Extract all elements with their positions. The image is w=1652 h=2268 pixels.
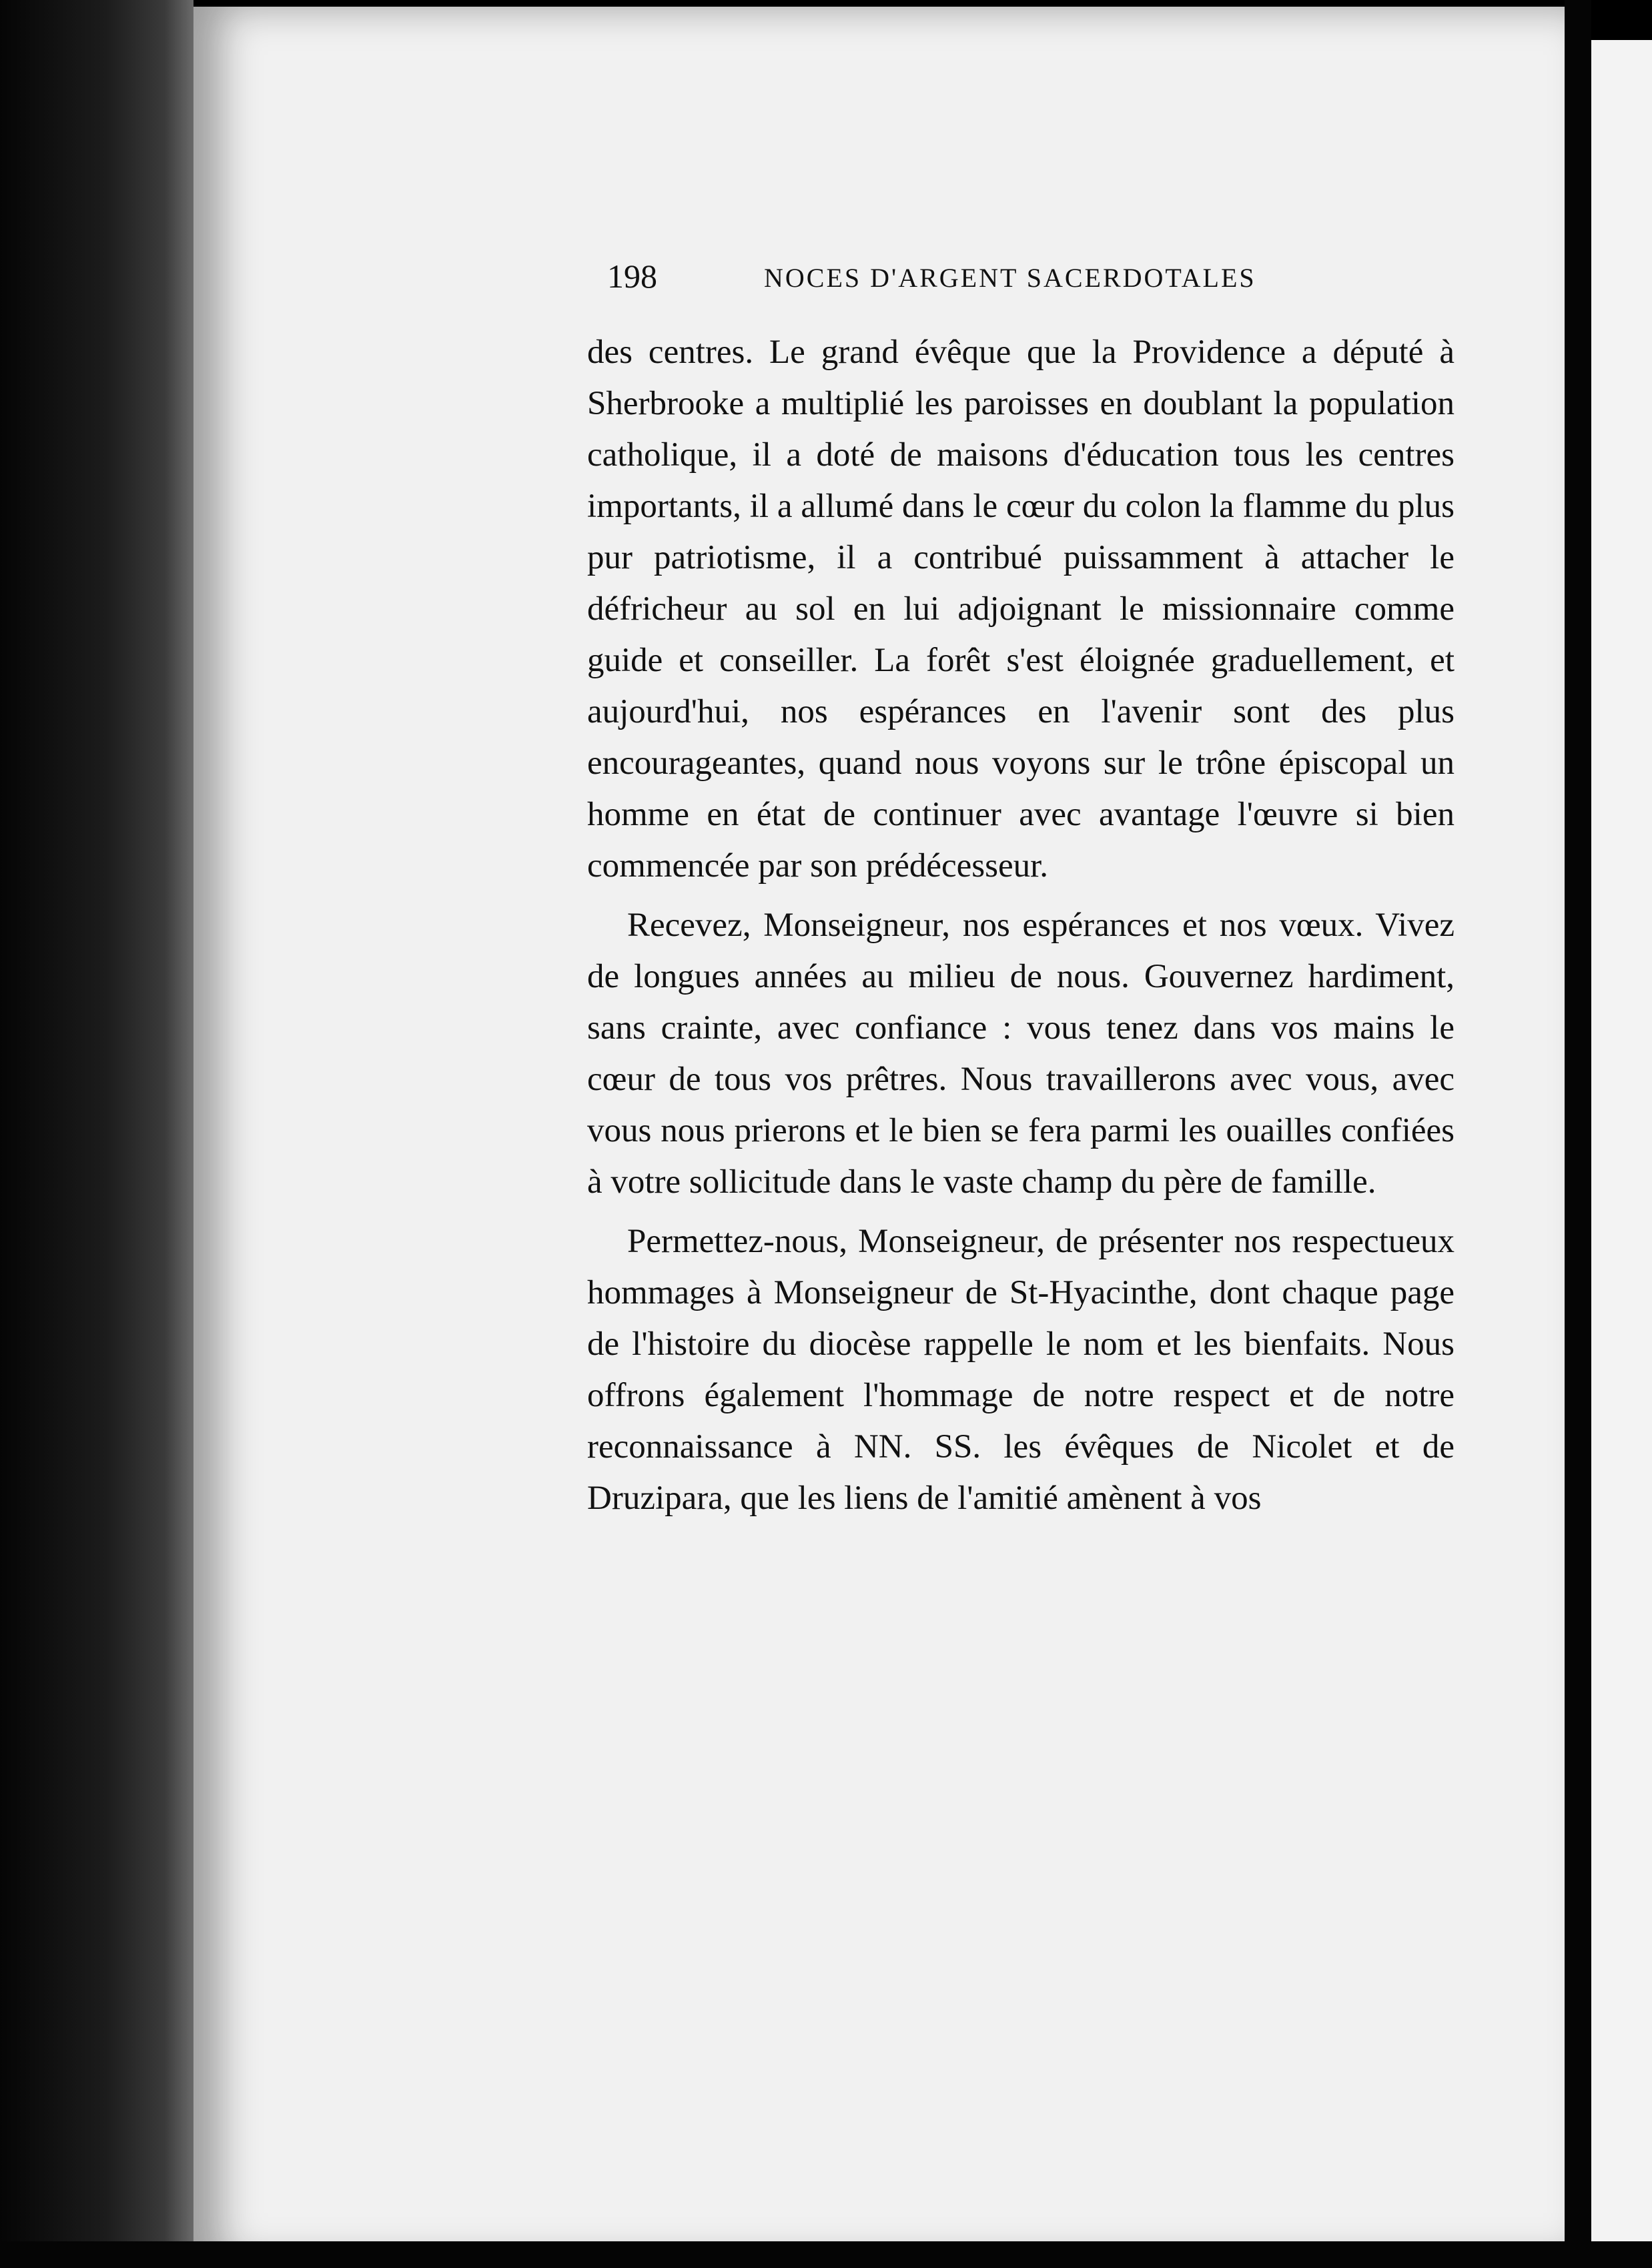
running-title: NOCES D'ARGENT SACERDOTALES [764,263,1256,293]
bottom-scan-border [0,2241,1652,2268]
page-gutter [1565,0,1591,2268]
page-text-block [587,257,1455,1524]
facing-page-edge [1591,40,1652,2261]
running-head [587,257,1455,310]
left-page-edge [0,0,193,2268]
paragraph-2: Recevez, Monseigneur, nos espérances et nos vœux. Vivez de longues années au milieu de nous. Gouvernez hardiment, sans crainte, avec confiance : vous tenez dans vos mains le cœur de tous vos prêtres. Nous travaillerons avec vous, avec vous nous prierons et le bien se fera parmi les ouailles confiées à votre sollicitude dans le vaste champ du père de famille. [587,907,1455,1201]
paragraph-1: des centres. Le grand évêque que la Providence a député à Sherbrooke a multiplié les paroisses en doublant la population catholique, il a doté de maisons d'éducation tous les centres importants, il a allumé dans le cœur du colon la flamme du plus pur patriotisme, il a contribué puissamment à attacher le défricheur au sol en lui adjoignant le missionnaire comme guide et conseiller. La forêt s'est éloignée graduellement, et aujourd'hui, nos espérances en l'avenir sont des plus encourageantes, quand nous voyons sur le trône épiscopal un homme en état de continuer avec avantage l'œuvre si bien commencée par son prédécesseur. [587,334,1455,885]
page-number: 198 [607,257,657,295]
paragraph-3: Permettez-nous, Monseigneur, de présenter nos respectueux hommages à Monseigneur de St-Hyacinthe, dont chaque page de l'histoire du diocèse rappelle le nom et les bienfaits. Nous offrons également l'hommage de notre respect et de notre reconnaissance à NN. SS. les évêques de Nicolet et de Druzipara, que les liens de l'amitié amènent à vos [587,1223,1455,1517]
